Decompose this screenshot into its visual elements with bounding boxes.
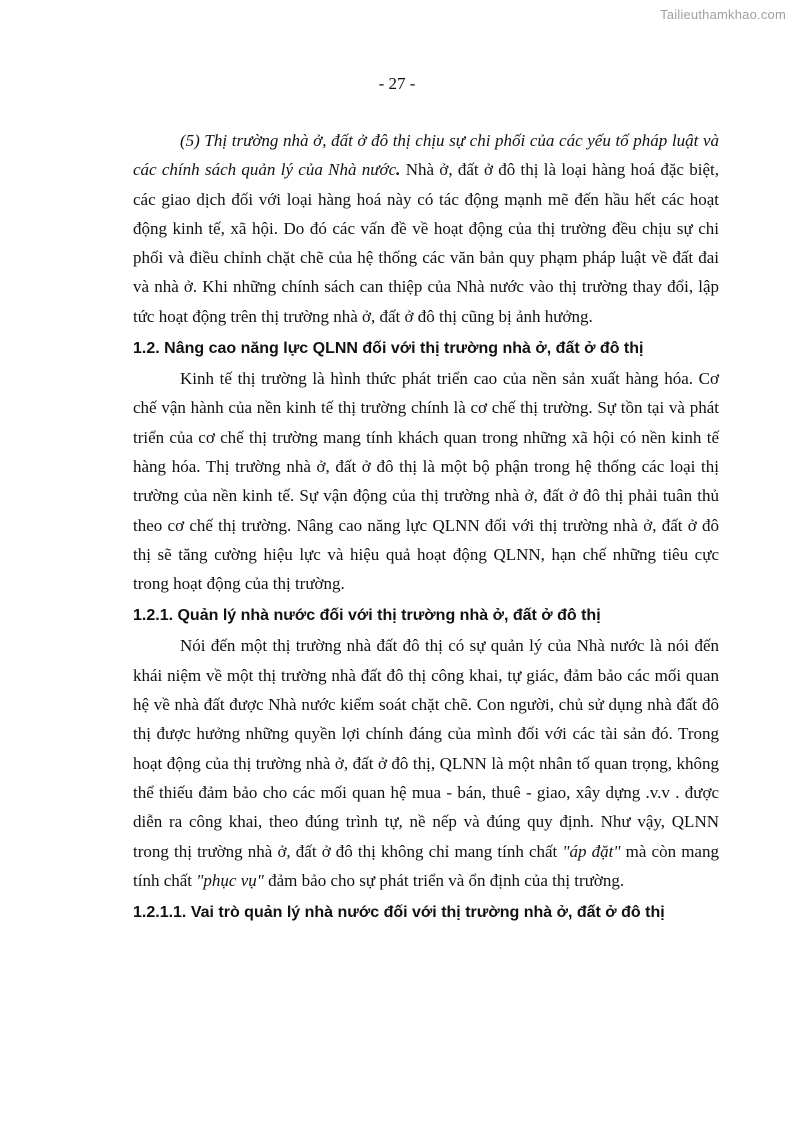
paragraph-1-2-1: [133, 631, 719, 895]
heading-1-2: 1.2. Nâng cao năng lực QLNN đối với thị trường nhà ở, đất ở đô thị: [133, 340, 644, 358]
italic-lead: (5) Thị trường nhà ở, đất ở đô thị chịu sự chi phối của các yếu tố pháp luật và các chính sách quản lý của Nhà nước: [133, 131, 719, 180]
paragraph-part-3: đảm bảo cho sự phát triển và ổn định của thị trường.: [263, 870, 625, 890]
heading-1-2-1-1: 1.2.1.1. Vai trò quản lý nhà nước đối với thị trường nhà ở, đất ở đô thị: [133, 904, 665, 922]
heading-1-2-1: 1.2.1. Quản lý nhà nước đối với thị trường nhà ở, đất ở đô thị: [133, 607, 601, 625]
italic-quote-phuc-vu: "phục vụ": [196, 870, 264, 890]
page-number: - 27 -: [378, 74, 416, 93]
paragraph-body: Nhà ở, đất ở đô thị là loại hàng hoá đặc biệt, các giao dịch đối với loại hàng hoá này có tác động mạnh mẽ đến hầu hết các hoạt động kinh tế, xã hội. Do đó các vấn đề về hoạt động của thị trường đều chịu sự chi phối và điều chỉnh chặt chẽ của hệ thống các văn bản quy phạm pháp luật về đất đai và nhà ở. Khi những chính sách can thiệp của Nhà nước vào thị trường thay đổi, lập tức hoạt động trên thị trường nhà ở, đất ở đô thị cũng bị ảnh hưởng.: [133, 160, 719, 326]
paragraph-part-2: mà còn mang tính chất: [133, 841, 719, 890]
paragraph-section-5: [133, 126, 719, 331]
paragraph-part-1: Nói đến một thị trường nhà đất đô thị có sự quản lý của Nhà nước là nói đến khái niệm về một thị trường nhà đất đô thị công khai, tự giác, đảm bảo các mối quan hệ về nhà đất được Nhà nước kiểm soát chặt chẽ. Con người, chủ sử dụng nhà đất đô thị được hưởng những quyền lợi chính đáng của mình đối với các tài sản đó. Trong hoạt động của thị trường nhà ở, đất ở đô thị, QLNN là một nhân tố quan trọng, không thể thiếu đảm bảo cho các mối quan hệ mua - bán, thuê - giao, xây dựng .v.v . được diễn ra công khai, theo đúng trình tự, nề nếp và đúng quy định. Như vậy, QLNN trong thị trường nhà ở, đất ở đô thị không chỉ mang tính chất: [133, 636, 719, 861]
italic-quote-ap-dat: "áp đặt": [562, 841, 621, 861]
paragraph-1-2: Kinh tế thị trường là hình thức phát triển cao của nền sản xuất hàng hóa. Cơ chế vận hành của nền kinh tế thị trường chính là cơ chế thị trường. Sự tồn tại và phát triển của cơ chế thị trường mang tính khách quan trong những xã hội có nền kinh tế hàng hóa. Thị trường nhà ở, đất ở đô thị là một bộ phận trong hệ thống các loại thị trường của nền kinh tế. Sự vận động của thị trường nhà ở, đất ở đô thị phải tuân thủ theo cơ chế thị trường. Nâng cao năng lực QLNN đối với thị trường nhà ở, đất ở đô thị sẽ tăng cường hiệu lực và hiệu quả hoạt động QLNN, hạn chế những tiêu cực trong hoạt động của thị trường.: [133, 369, 719, 594]
watermark: Tailieuthamkhao.com: [660, 7, 786, 22]
italic-lead-end: .: [396, 160, 401, 180]
document-body: [133, 126, 719, 928]
